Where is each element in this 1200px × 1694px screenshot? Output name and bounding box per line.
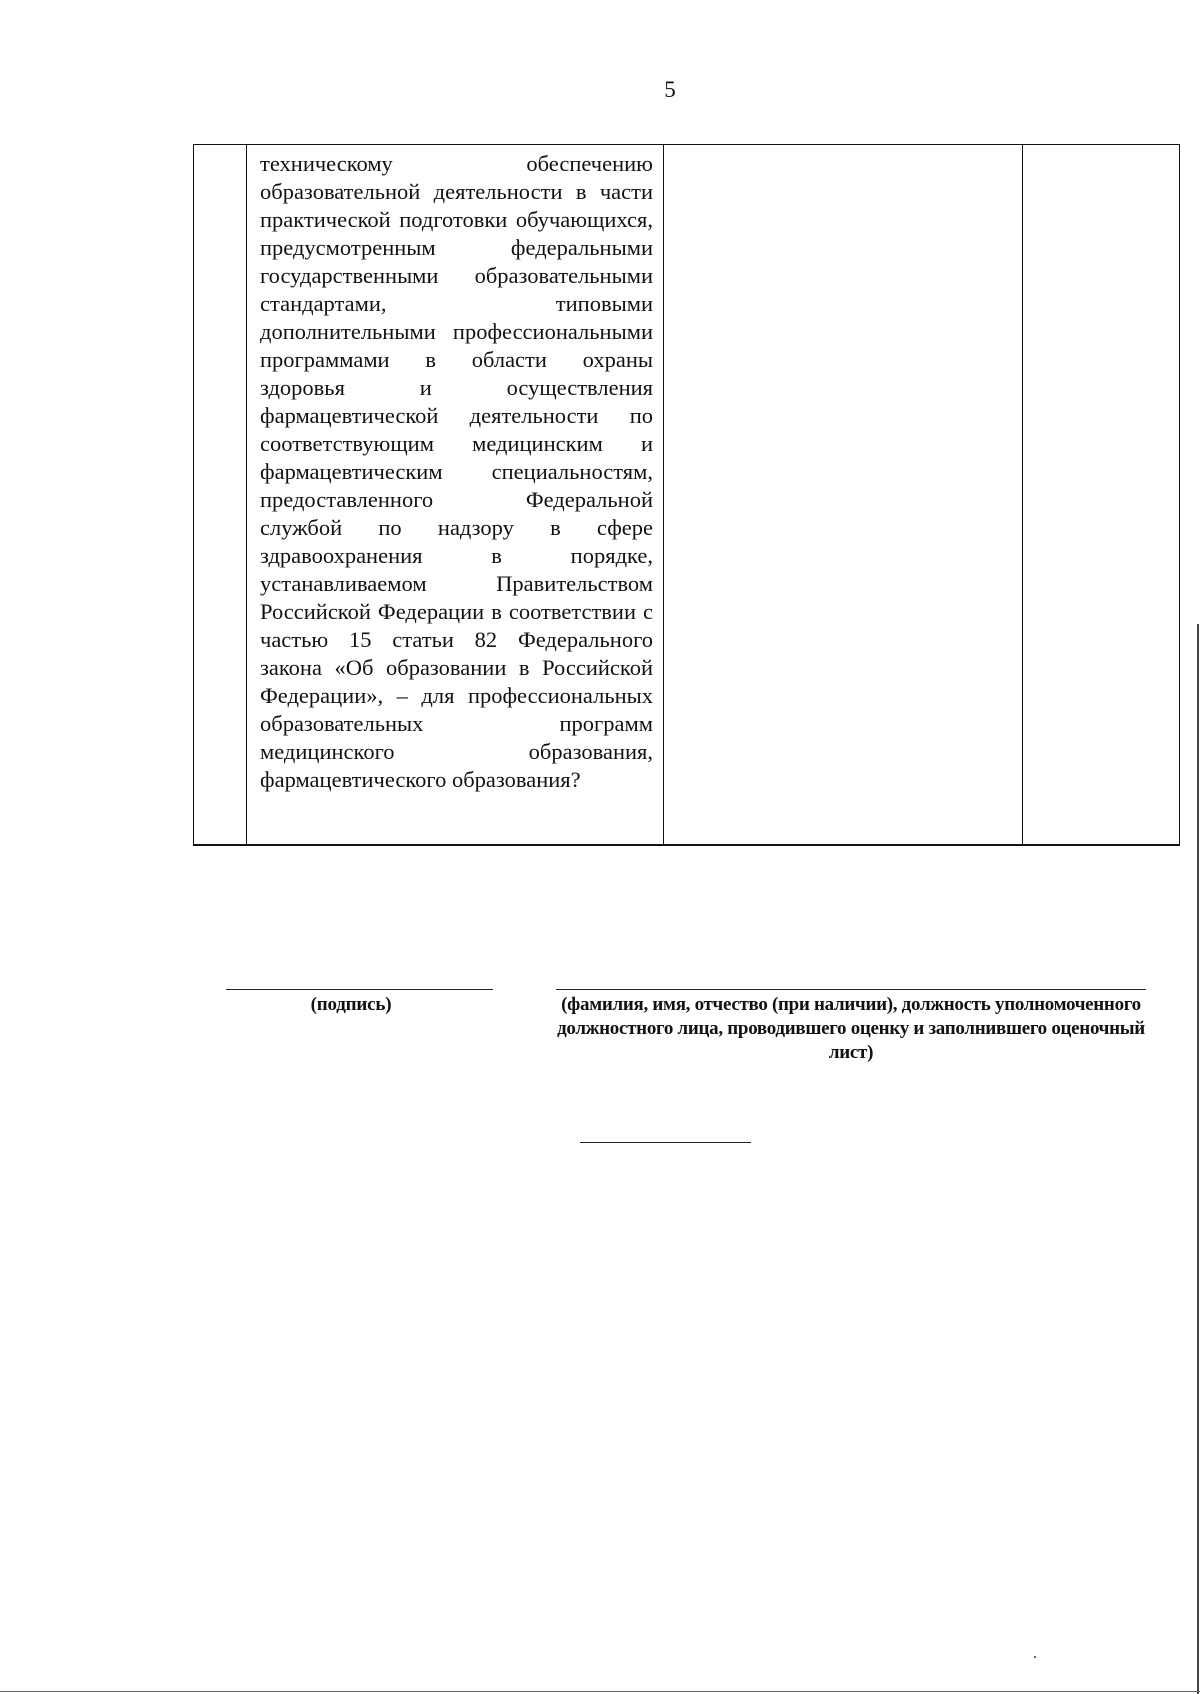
scan-artifact-dot — [1034, 1656, 1036, 1658]
table-row — [194, 145, 1180, 846]
note-cell[interactable] — [1023, 145, 1180, 846]
scan-edge-right — [1197, 624, 1199, 1694]
official-name-caption: (фамилия, имя, отчество (при наличии), должность уполномоченного должностного лица, проводившего оценку и заполнившего оценочный лист) — [557, 994, 1145, 1063]
answer-cell[interactable] — [664, 145, 1023, 846]
end-of-document-rule — [580, 1142, 751, 1143]
signature-line — [226, 989, 493, 990]
question-text: техническому обеспечению образовательной деятельности в части практической подготовки обучающихся, предусмотренным федеральными государственными образовательными стандартами, типовыми дополнительными профессиональными программами в области охраны здоровья и осуществления фармацевтической деятельности по соответствующим медицинским и фармацевтическим специальностям, предоставленного Федеральной службой по надзору в сфере здравоохранения в порядке, устанавливаемом Правительством Российской Федерации в соответствии с частью 15 статьи 82 Федерального закона «Об образовании в Российской Федерации», – для профессиональных образовательных программ медицинского образования, фармацевтического образования? — [260, 151, 653, 792]
checklist-table — [193, 144, 1180, 846]
signature-caption: (подпись) — [310, 994, 392, 1015]
scan-edge-bottom — [0, 1691, 1200, 1692]
question-cell — [247, 145, 664, 846]
row-number-cell — [194, 145, 247, 846]
official-name-line — [556, 989, 1146, 990]
page-number: 5 — [664, 77, 676, 102]
